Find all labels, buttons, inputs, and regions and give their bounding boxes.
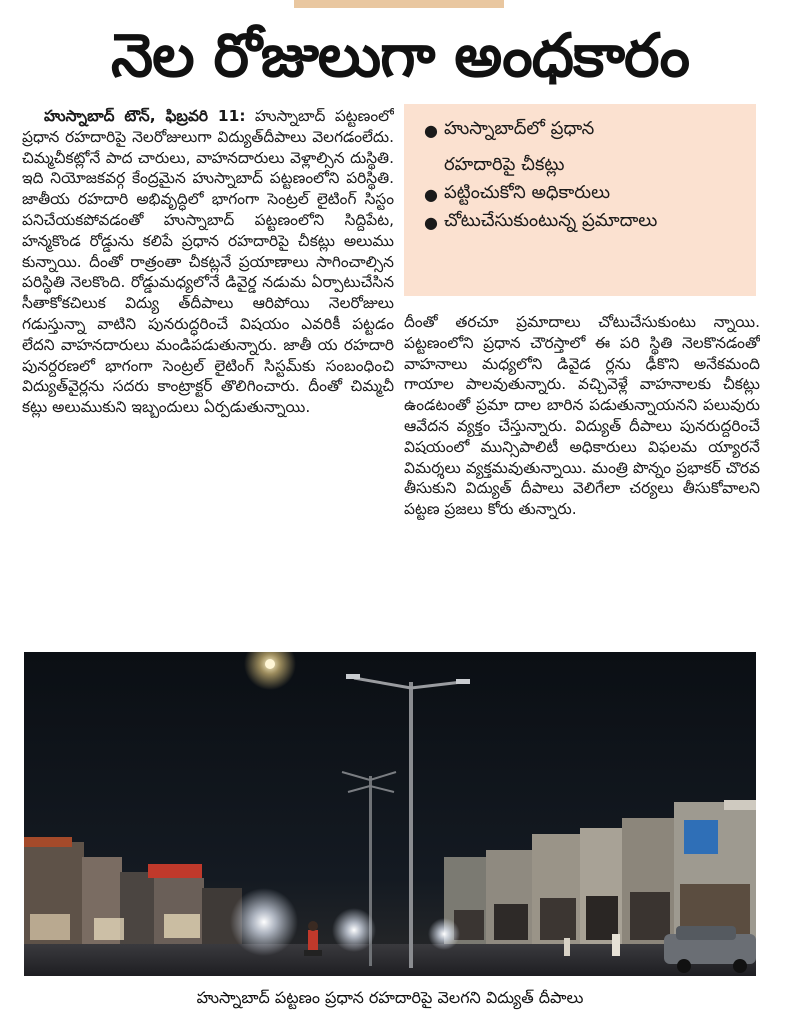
top-accent-rule [294, 0, 504, 8]
highlight-text: పట్టించుకోని అధికారులు [444, 182, 611, 203]
street-lamp [265, 659, 275, 669]
article-paragraph [22, 106, 394, 418]
article-body-right [404, 312, 760, 648]
bullet-icon: ● [424, 213, 438, 232]
bullet-icon: ● [424, 185, 438, 204]
road [24, 944, 756, 976]
highlights-list [422, 118, 744, 232]
article-body-left [22, 106, 394, 636]
highlight-text: చోటుచేసుకుంటున్న ప్రమాదాలు [444, 210, 658, 231]
vehicle-headlight-glow [332, 908, 376, 952]
night-street-illustration [24, 652, 756, 976]
night-street-photo [24, 652, 756, 976]
article-text-left: హుస్నాబాద్ పట్టణంలో ప్రధాన రహదారిపై నెలరోజులుగా విద్యుత్‌దీపాలు వెలగడంలేదు. చిమ్మచీకట్లోనే పాద చారులు, వాహనదారులు వెళ్లాల్సిన దుస్థితి. ఇది నియోజకవర్గ కేంద్రమైన హుస్నాబాద్ పట్టణంలోని పరిస్థితి. జాతీయ రహదారి అభివృద్ధిలో భాగంగా సెంట్రల్ లైటింగ్ సిస్టం పనిచేయకపోవడంతో హుస్నాబాద్ పట్టణంలోని సిద్దిపేట, హన్మకొండ రోడ్డును కలిపే ప్రధాన రహదారిపై చీకట్లు అలుము కున్నాయి. దీంతో రాత్రంతా చీకట్లనే ప్రయాణాలు సాగించాల్సిన పరిస్థితి నెలకొంది. రోడ్డుమధ్యలోనే డివైర్డ నడుమ ఏర్పాటుచేసిన సీతాకోకచిలుక విద్యు త్‌దీపాలు ఆరిపోయి నెలరోజులు గడుస్తున్నా వాటిని పునరుద్ధరించే విషయం ఎవరికీ పట్టడం లేదని వాహనదారులు మండిపడుతున్నారు. జాతీ య రహదారి పునర్దరణలో భాగంగా సెంట్రల్ లైటింగ్ సిస్టమ్‌కు సంబంధించి విద్యుత్‌వైర్లను సదరు కాంట్రాక్టర్ తొలిగించారు. దీంతో చిమ్మచీ కట్లు అలుముకుని ఇబ్బందులు ఏర్పడుతున్నాయి. [22, 107, 394, 417]
highlight-text-continued: రహదారిపై చీకట్లు [444, 154, 565, 175]
highlights-box [404, 104, 756, 296]
headline: నెల రోజులుగా అంధకారం [110, 21, 690, 91]
vehicle-headlight-glow [428, 918, 460, 950]
highlight-item-1 [422, 118, 744, 176]
photo-caption: హుస్నాబాద్ పట్టణం ప్రధాన రహదారిపై వెలగని విద్యుత్ దీపాలు [196, 988, 584, 1007]
highlight-text: హుస్నాబాద్‌లో ప్రధాన [444, 118, 595, 139]
bullet-icon: ● [424, 121, 438, 140]
article-text-right: దీంతో తరచూ ప్రమాదాలు చోటుచేసుకుంటు న్నాయి. పట్టణంలోని ప్రధాన చౌరస్తాలో ఈ పరి స్థితి నెలకొనడంతో వాహనాలు మధ్యలోని డివైడ ర్లను ఢీకొని అనేకమంది గాయాల పాలవుతున్నారు. వచ్చివెళ్లే వాహనాలకు చీకట్లు ఉండటంతో ప్రమా దాల బారిన పడుతున్నాయనని పలువురు ఆవేదన వ్యక్తం చేస్తున్నారు. విద్యుత్ దీపాలు పునరుద్దరించే విషయంలో మున్సిపాలిటీ అధికారులు విఫలమ య్యారనే విమర్శలు వ్యక్తమవుతున్నాయి. మంత్రి పొన్నం ప్రభాకర్ చొరవ తీసుకుని విద్యుత్ దీపాలు వెలిగేలా చర్యలు తీసుకోవాలని పట్టణ ప్రజలు కోరు తున్నారు. [404, 313, 760, 519]
dateline: హుస్నాబాద్ టౌన్, ఫిబ్రవరి 11: [44, 107, 246, 125]
highlight-item-2 [422, 182, 744, 204]
highlight-item-3 [422, 210, 744, 232]
vehicle-headlight-glow [230, 888, 298, 956]
